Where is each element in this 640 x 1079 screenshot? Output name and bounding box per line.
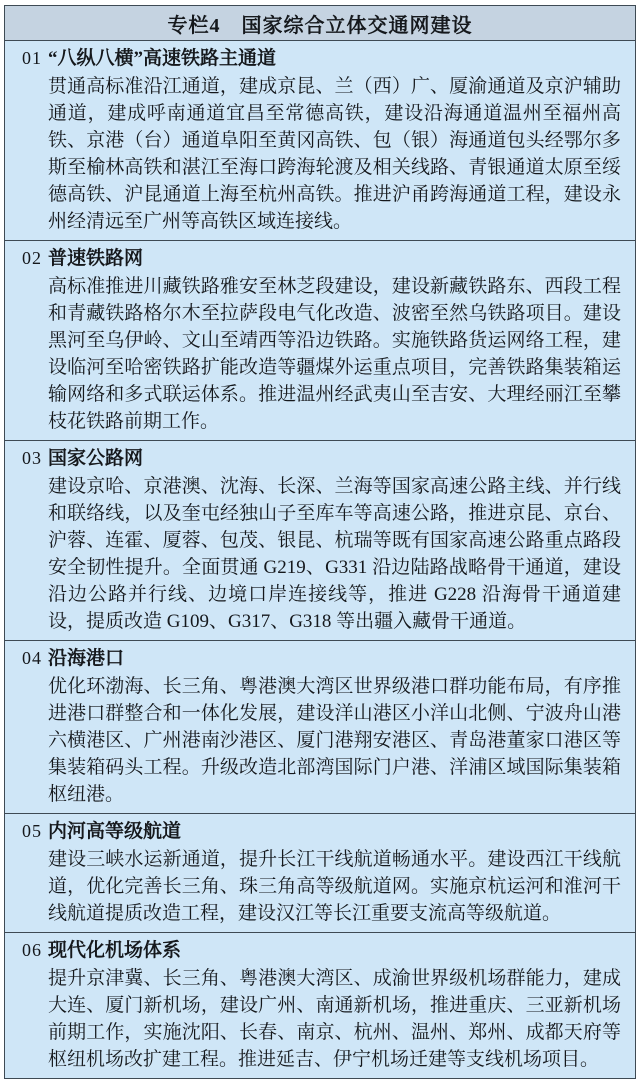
section-heading: 国家公路网 <box>48 448 144 469</box>
section-heading-row <box>22 244 621 273</box>
section-04 <box>5 640 635 813</box>
section-heading-row <box>22 817 621 846</box>
section-body: 高标准推进川藏铁路雅安至林芝段建设，建设新藏铁路东、西段工程和青藏铁路格尔木至拉萨段电气化改造、波密至然乌铁路项目。建设黑河至乌伊岭、文山至靖西等沿边铁路。实施铁路货运网络工程，建设临河至哈密铁路扩能改造等疆煤外运重点项目，完善铁路集装箱运输网络和多式联运体系。推进温州经武夷山至吉安、大理经丽江至攀枝花铁路前期工作。 <box>48 276 621 432</box>
section-heading: 现代化机场体系 <box>48 940 182 961</box>
section-number: 06 <box>22 940 42 960</box>
section-body: 建设京哈、京港澳、沈海、长深、兰海等国家高速公路主线、并行线和联络线，以及奎屯经独山子至库车等高速公路，推进京昆、京台、沪蓉、连霍、厦蓉、包茂、银昆、杭瑞等既有国家高速公路重点路段安全韧性提升。全面贯通 G219、G331 沿边陆路战略骨干通道，建设沿边公路并行线、边境口岸连接线等，推进 G228 沿海骨干通道建设，提质改造 G109、G317、G318 等出疆入藏骨干通道。 <box>48 476 621 632</box>
column-box <box>4 5 636 1079</box>
section-heading: 普速铁路网 <box>48 248 144 269</box>
section-heading-row <box>22 936 621 965</box>
section-number: 02 <box>22 248 42 268</box>
section-number: 05 <box>22 821 42 841</box>
section-body: 建设三峡水运新通道，提升长江干线航道畅通水平。建设西江干线航道，优化完善长三角、珠三角高等级航道网。实施京杭运河和淮河干线航道提质改造工程，建设汉江等长江重要支流高等级航道。 <box>48 849 621 924</box>
section-number: 01 <box>22 48 42 68</box>
section-heading-row <box>22 644 621 673</box>
section-body: 提升京津冀、长三角、粤港澳大湾区、成渝世界级机场群能力，建成大连、厦门新机场，建设广州、南通新机场，推进重庆、三亚新机场前期工作，实施沈阳、长春、南京、杭州、温州、郑州、成都天府等枢纽机场改扩建工程。推进延吉、伊宁机场迁建等支线机场项目。 <box>48 968 621 1070</box>
section-03 <box>5 440 635 640</box>
box-header <box>5 6 635 41</box>
section-heading-row <box>22 444 621 473</box>
section-heading: 内河高等级航道 <box>48 821 182 842</box>
section-body: 贯通高标准沿江通道，建成京昆、兰（西）广、厦渝通道及京沪辅助通道，建成呼南通道宜昌至常德高铁，建设沿海通道温州至福州高铁、京港（台）通道阜阳至黄冈高铁、包（银）海通道包头经鄂尔多斯至榆林高铁和湛江至海口跨海轮渡及相关线路、青银通道太原至绥德高铁、沪昆通道上海至杭州高铁。推进沪甬跨海通道工程，建设永州经清远至广州等高铁区域连接线。 <box>48 76 621 232</box>
box-title: 专栏4 国家综合立体交通网建设 <box>167 14 473 37</box>
section-heading: “八纵八横”高速铁路主通道 <box>48 48 277 69</box>
section-heading: 沿海港口 <box>48 648 125 669</box>
section-heading-row <box>22 44 621 73</box>
section-number: 04 <box>22 648 42 668</box>
section-body: 优化环渤海、长三角、粤港澳大湾区世界级港口群功能布局，有序推进港口群整合和一体化发展，建设洋山港区小洋山北侧、宁波舟山港六横港区、广州港南沙港区、厦门港翔安港区、青岛港董家口港区等集装箱码头工程。升级改造北部湾国际门户港、洋浦区域国际集装箱枢纽港。 <box>48 676 621 805</box>
section-06 <box>5 932 635 1078</box>
section-01 <box>5 41 635 240</box>
section-number: 03 <box>22 448 42 468</box>
section-05 <box>5 813 635 932</box>
section-02 <box>5 240 635 440</box>
